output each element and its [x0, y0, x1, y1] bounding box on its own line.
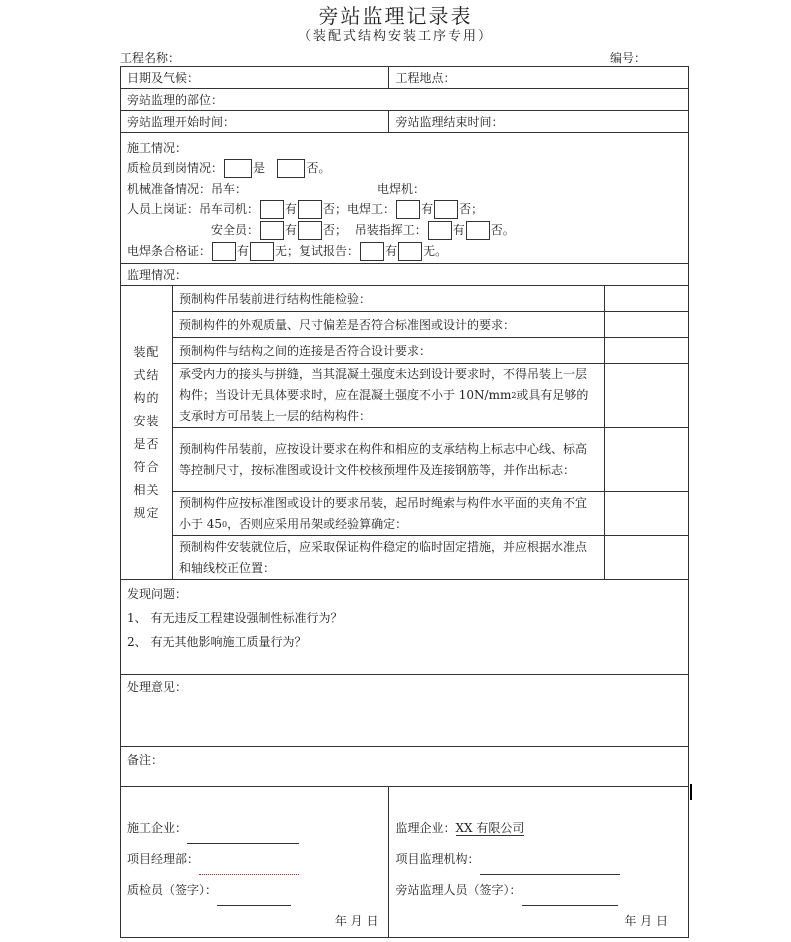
- check-item-4: [172, 364, 604, 428]
- opinion-section[interactable]: [121, 675, 689, 747]
- side-label-line: 装配: [133, 344, 160, 359]
- number-label: 编号：: [610, 51, 647, 65]
- qc-label: 质检员到岗情况：: [127, 161, 224, 175]
- check-result-4[interactable]: [605, 364, 689, 428]
- fou-end-label: 否。: [490, 223, 515, 237]
- supervision-heading: 监理情况：: [127, 267, 188, 282]
- project-manager-label: 项目经理部：: [127, 852, 200, 866]
- supervision-company-label: 监理企业：: [395, 821, 456, 835]
- wu-label: 无；: [275, 244, 300, 258]
- safety-yes-box[interactable]: [260, 221, 284, 240]
- safety-no-box[interactable]: [298, 221, 322, 240]
- welder-label: 电焊工：: [347, 202, 396, 216]
- text-cursor: [690, 784, 692, 800]
- staff-row: [127, 200, 682, 219]
- project-manager-row: [127, 844, 382, 875]
- you-label: 有: [237, 244, 250, 258]
- qc-row: [127, 159, 682, 178]
- check-item-7: 预制构件安装就位后，应采取保证构件稳定的临时固定措施，并应根据水准点和轴线校正位置：: [172, 536, 604, 580]
- problems-section[interactable]: [121, 580, 689, 675]
- supervision-record-table: [120, 66, 689, 938]
- fou-label: 否；: [459, 202, 484, 216]
- side-label-line: 相关: [133, 482, 160, 497]
- retest-label: 复试报告：: [299, 244, 360, 258]
- welder-yes-box[interactable]: [396, 200, 420, 219]
- project-manager-field[interactable]: [199, 860, 299, 875]
- superscript: 0: [222, 519, 228, 529]
- check-item-1: 预制构件吊装前进行结构性能检验：: [172, 286, 604, 312]
- crane-driver-no-box[interactable]: [298, 200, 322, 219]
- cert-yes-box[interactable]: [212, 242, 236, 261]
- supervision-heading-cell: [121, 264, 689, 286]
- no-label: 否。: [306, 161, 331, 175]
- inspector-signature-field[interactable]: [217, 891, 291, 906]
- check-result-1[interactable]: [605, 286, 689, 312]
- crane-driver-yes-box[interactable]: [260, 200, 284, 219]
- you-label: 有: [285, 223, 298, 237]
- check-item-4-text: 承受内力的接头与拼缝，当其混凝土强度未达到设计要求时，不得吊装上一层构件；当设计无具体要求时，应在混凝土强度不小于 10N/mm: [178, 367, 587, 402]
- inspector-row: [127, 875, 382, 906]
- check-result-7[interactable]: [605, 536, 689, 580]
- machine-row: [127, 180, 682, 198]
- lift-commander-label: 吊装指挥工：: [354, 223, 427, 237]
- supervision-org-row: [395, 844, 682, 875]
- side-label-line: 构的: [133, 390, 160, 405]
- contractor-company-row: [127, 813, 382, 844]
- supervisor-signature-block: [389, 787, 689, 938]
- safety-label: 安全员：: [211, 223, 260, 237]
- lift-no-box[interactable]: [466, 221, 490, 240]
- machine-label: 机械准备情况：吊车：: [127, 182, 248, 196]
- staff-row-2: [127, 221, 682, 240]
- remarks-section[interactable]: [121, 747, 689, 787]
- supervision-org-label: 项目监理机构：: [395, 852, 480, 866]
- check-item-4-text-cont: 或具有足够的支承时方可吊装上一层的结构构件：: [178, 388, 589, 423]
- qc-yes-box[interactable]: [224, 159, 252, 178]
- check-result-6[interactable]: [605, 492, 689, 536]
- location-cell[interactable]: [389, 67, 689, 89]
- supervision-org-field[interactable]: [480, 860, 620, 875]
- problem-question-2: 2、 有无其他影响施工质量行为？: [127, 635, 307, 649]
- supervisor-row: [395, 875, 682, 906]
- contractor-date: 年 月 日: [334, 914, 379, 928]
- qc-no-box[interactable]: [277, 159, 305, 178]
- side-label-line: 安装: [133, 413, 160, 428]
- inspector-label: 质检员（签字）：: [127, 883, 218, 897]
- remarks-heading: 备注：: [127, 753, 164, 767]
- end-time-label: 旁站监理结束时间：: [395, 114, 504, 129]
- cert-row: [127, 242, 682, 261]
- project-name-label: 工程名称：: [120, 51, 181, 65]
- construction-section: [121, 133, 689, 264]
- side-label-line: 规定: [133, 505, 160, 520]
- check-item-6-text: 预制构件应按标准图或设计的要求吊装，起吊时绳索与构件水平面的夹角不宜小于 45: [178, 495, 587, 531]
- problems-heading: 发现问题：: [127, 587, 188, 601]
- check-result-2[interactable]: [605, 312, 689, 338]
- check-result-5[interactable]: [605, 428, 689, 492]
- side-label-line: 是否: [133, 436, 160, 451]
- contractor-signature-block: [121, 787, 389, 938]
- check-item-6: [172, 492, 604, 536]
- welder-no-box[interactable]: [434, 200, 458, 219]
- lift-yes-box[interactable]: [428, 221, 452, 240]
- check-item-3: 预制构件与结构之间的连接是否符合设计要求：: [172, 338, 604, 364]
- start-time-cell[interactable]: [121, 111, 389, 133]
- construction-heading: 施工情况：: [127, 141, 188, 155]
- you-label: 有: [385, 244, 398, 258]
- compliance-side-label: [121, 286, 173, 580]
- contractor-company-field[interactable]: [187, 829, 299, 844]
- location-label: 工程地点：: [395, 70, 456, 85]
- start-time-label: 旁站监理开始时间：: [127, 114, 236, 129]
- contractor-company-label: 施工企业：: [127, 821, 188, 835]
- check-item-5: 预制构件吊装前，应按设计要求在构件和相应的支承结构上标志中心线、标高等控制尺寸，按标准图或设计文件校核预埋件及连接钢筋等，并作出标志：: [172, 428, 604, 492]
- form-subtitle: （装配式结构安装工序专用）: [297, 29, 493, 44]
- side-label-line: 符合: [133, 459, 160, 474]
- part-cell[interactable]: [121, 89, 689, 111]
- retest-no-box[interactable]: [398, 242, 422, 261]
- part-label: 旁站监理的部位：: [127, 92, 224, 107]
- supervisor-date: 年 月 日: [624, 914, 668, 928]
- you-label: 有: [421, 202, 434, 216]
- form-title: 旁站监理记录表: [318, 4, 473, 28]
- staff-label: 人员上岗证：吊车司机：: [127, 202, 260, 216]
- date-weather-cell[interactable]: [121, 67, 389, 89]
- yes-label: 是: [253, 161, 266, 175]
- date-weather-label: 日期及气候：: [127, 70, 200, 85]
- check-item-6-text-cont: ，否则应采用吊架或经验算确定：: [227, 516, 408, 531]
- opinion-heading: 处理意见：: [127, 680, 188, 694]
- supervisor-label: 旁站监理人员（签字）：: [395, 883, 522, 897]
- superscript: 2: [511, 391, 517, 400]
- wu-end-label: 无。: [423, 244, 448, 258]
- end-time-cell[interactable]: [389, 111, 689, 133]
- supervision-company-value[interactable]: XX 有限公司: [455, 821, 525, 835]
- fou-label: 否；: [323, 202, 348, 216]
- check-item-2: 预制构件的外观质量、尺寸偏差是否符合标准图或设计的要求：: [172, 312, 604, 338]
- fou-label: 否；: [323, 223, 348, 237]
- you-label: 有: [452, 223, 465, 237]
- problem-question-1: 1、 有无违反工程建设强制性标准行为？: [127, 611, 343, 625]
- side-label-line: 式结: [133, 367, 160, 382]
- welder-machine-label: 电焊机：: [377, 182, 426, 196]
- supervision-company-row: [395, 813, 682, 844]
- you-label: 有: [285, 202, 298, 216]
- cert-no-box[interactable]: [250, 242, 274, 261]
- cert-label: 电焊条合格证：: [127, 244, 212, 258]
- check-result-3[interactable]: [605, 338, 689, 364]
- retest-yes-box[interactable]: [360, 242, 384, 261]
- supervisor-signature-field[interactable]: [522, 891, 618, 906]
